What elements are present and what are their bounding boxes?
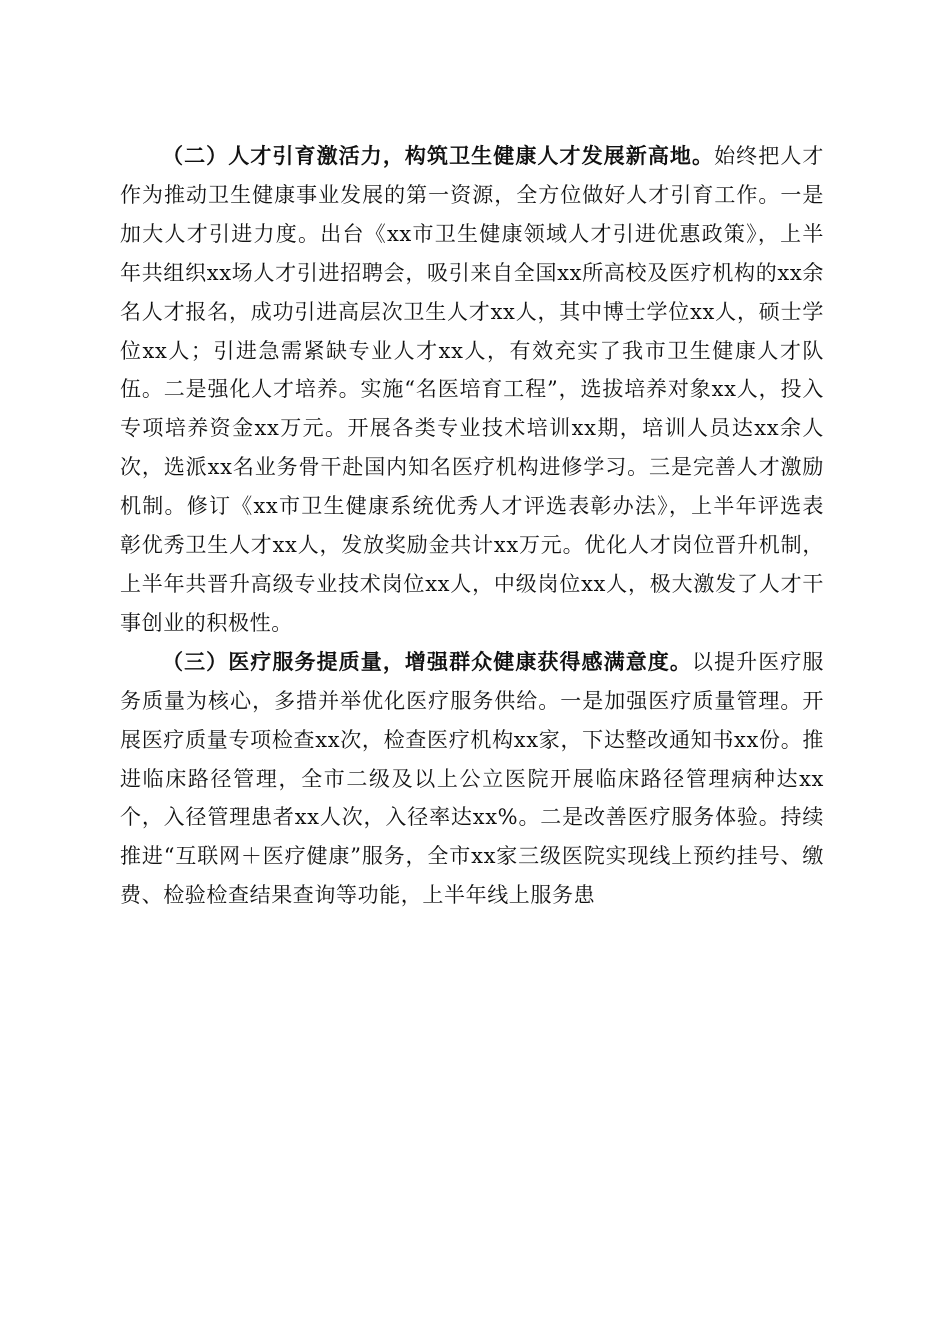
document-body <box>120 137 824 915</box>
section-heading-medical-service: （三）医疗服务提质量，增强群众健康获得感满意度。 <box>162 649 692 674</box>
paragraph-text-medical-service: 以提升医疗服务质量为核心，多措并举优化医疗服务供给。一是加强医疗质量管理。开展医疗质量专项检查xx次，检查医疗机构xx家，下达整改通知书xx份。推进临床路径管理，全市二级及以上公立医院开展临床路径管理病种达xx个，入径管理患者xx人次，入径率达xx%。二是改善医疗服务体验。持续推进“互联网＋医疗健康”服务，全市xx家三级医院实现线上预约挂号、缴费、检验检查结果查询等功能，上半年线上服务患 <box>120 649 824 908</box>
section-heading-talent: （二）人才引育激活力，构筑卫生健康人才发展新高地。 <box>162 144 715 168</box>
paragraph-text-talent: 始终把人才作为推动卫生健康事业发展的第一资源，全方位做好人才引育工作。一是加大人才引进力度。出台《xx市卫生健康领域人才引进优惠政策》，上半年共组织xx场人才引进招聘会，吸引来自全国xx所高校及医疗机构的xx余名人才报名，成功引进高层次卫生人才xx人，其中博士学位xx人，硕士学位xx人；引进急需紧缺专业人才xx人，有效充实了我市卫生健康人才队伍。二是强化人才培养。实施“名医培育工程”，选拔培养对象xx人，投入专项培养资金xx万元。开展各类专业技术培训xx期，培训人员达xx余人次，选派xx名业务骨干赴国内知名医疗机构进修学习。三是完善人才激励机制。修订《xx市卫生健康系统优秀人才评选表彰办法》，上半年评选表彰优秀卫生人才xx人，发放奖励金共计xx万元。优化人才岗位晋升机制，上半年共晋升高级专业技术岗位xx人，中级岗位xx人，极大激发了人才干事创业的积极性。 <box>120 144 825 635</box>
paragraph-talent <box>120 137 824 643</box>
paragraph-medical-service <box>120 643 824 915</box>
